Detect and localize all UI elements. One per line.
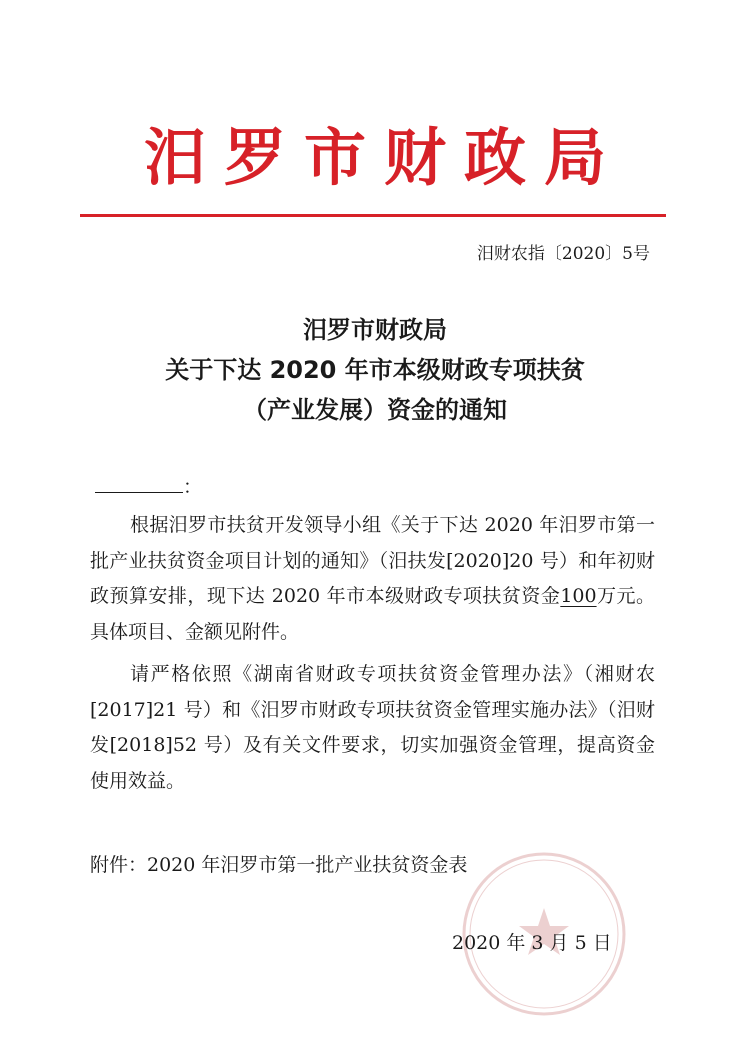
title-line-1: 汨罗市财政局 bbox=[303, 316, 447, 344]
body-paragraph-1 bbox=[90, 508, 655, 650]
title-line-2: 关于下达 2020 年市本级财政专项扶贫 bbox=[165, 356, 585, 384]
salutation-colon: ： bbox=[183, 476, 203, 498]
title-line-3: （产业发展）资金的通知 bbox=[243, 396, 507, 424]
salutation bbox=[95, 472, 202, 502]
para1-text-after: 万元。具体项目、金额见附件。 bbox=[90, 585, 655, 643]
issue-date: 2020 年 3 月 5 日 bbox=[452, 932, 612, 954]
document-number: 汨财农指〔2020〕5号 bbox=[476, 244, 650, 264]
fund-amount: 100 bbox=[560, 585, 597, 607]
para1-text-before: 根据汨罗市扶贫开发领导小组《关于下达 2020 年汨罗市第一批产业扶贫资金项目计划的通知》（汨扶发[2020]20 号）和年初财政预算安排，现下达 2020 年市本级财政专项扶贫资金 bbox=[90, 514, 655, 607]
body-paragraph-2: 请严格依照《湖南省财政专项扶贫资金管理办法》（湘财农[2017]21 号）和《汨罗市财政专项扶贫资金管理实施办法》（汨财发[2018]52 号）及有关文件要求，切实加强资金管理，提高资金使用效益。 bbox=[90, 663, 655, 792]
addressee-blank bbox=[95, 472, 183, 493]
letterhead-red-rule bbox=[80, 214, 666, 217]
agency-letterhead: 汨罗市财政局 bbox=[143, 121, 624, 194]
document-title bbox=[0, 310, 750, 430]
attachment-note: 附件：2020 年汨罗市第一批产业扶贫资金表 bbox=[90, 854, 468, 876]
